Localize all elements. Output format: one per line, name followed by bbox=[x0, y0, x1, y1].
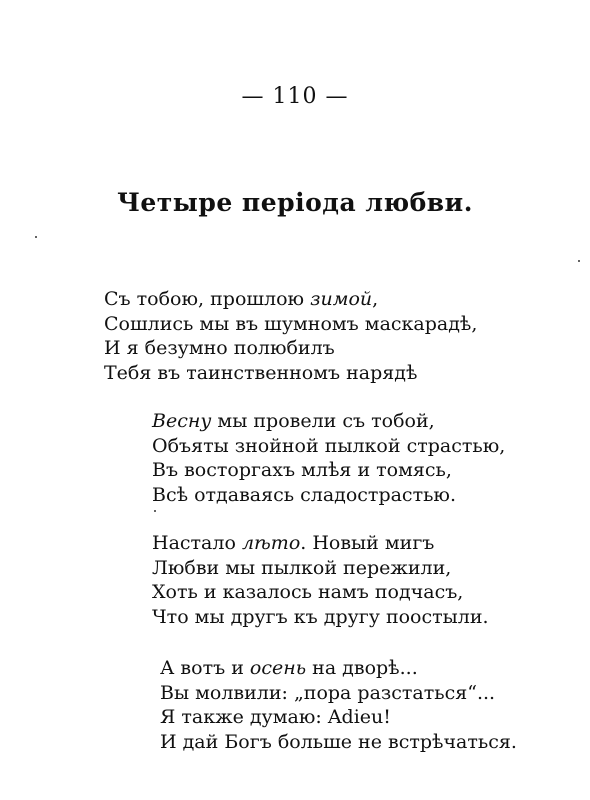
poem-line: Любви мы пылкой пережили, bbox=[152, 556, 452, 579]
stanza-2 bbox=[152, 409, 505, 507]
poem-line: А вотъ и осень на дворѣ... bbox=[160, 657, 418, 679]
page-number: — 110 — bbox=[241, 84, 349, 109]
poem-line: Всѣ отдаваясь сладострастью. bbox=[152, 483, 457, 506]
print-speck bbox=[154, 510, 156, 512]
poem-line: Сошлись мы въ шумномъ маскарадѣ, bbox=[104, 312, 478, 335]
poem-line: Тебя въ таинственномъ нарядѣ bbox=[104, 361, 418, 384]
poem-title: Четыре періода любви. bbox=[117, 188, 473, 217]
poem-line: Хоть и казалось намъ подчасъ, bbox=[152, 581, 464, 603]
poem-line: Что мы другъ къ другу поостыли. bbox=[152, 605, 489, 628]
stanza-1 bbox=[104, 287, 477, 385]
poem-line: Объяты знойной пылкой страстью, bbox=[152, 434, 506, 457]
poem-line: И я безумно полюбилъ bbox=[104, 337, 335, 359]
poem-line: Весну мы провели съ тобой, bbox=[152, 410, 435, 432]
poem-line: Вы молвили: „пора разстаться“... bbox=[160, 681, 496, 704]
poem-line: Въ восторгахъ млѣя и томясь, bbox=[152, 459, 452, 481]
poem-line: Съ тобою, прошлою зимой, bbox=[104, 288, 379, 310]
print-speck bbox=[578, 260, 580, 262]
poem-line: И дай Богъ больше не встрѣчаться. bbox=[160, 730, 517, 753]
print-speck bbox=[35, 236, 37, 238]
stanza-3 bbox=[152, 531, 489, 629]
stanza-4 bbox=[160, 656, 517, 754]
poem-line: Настало лѣто. Новый мигъ bbox=[152, 532, 435, 554]
poem-line: Я также думаю: Adieu! bbox=[160, 706, 391, 728]
